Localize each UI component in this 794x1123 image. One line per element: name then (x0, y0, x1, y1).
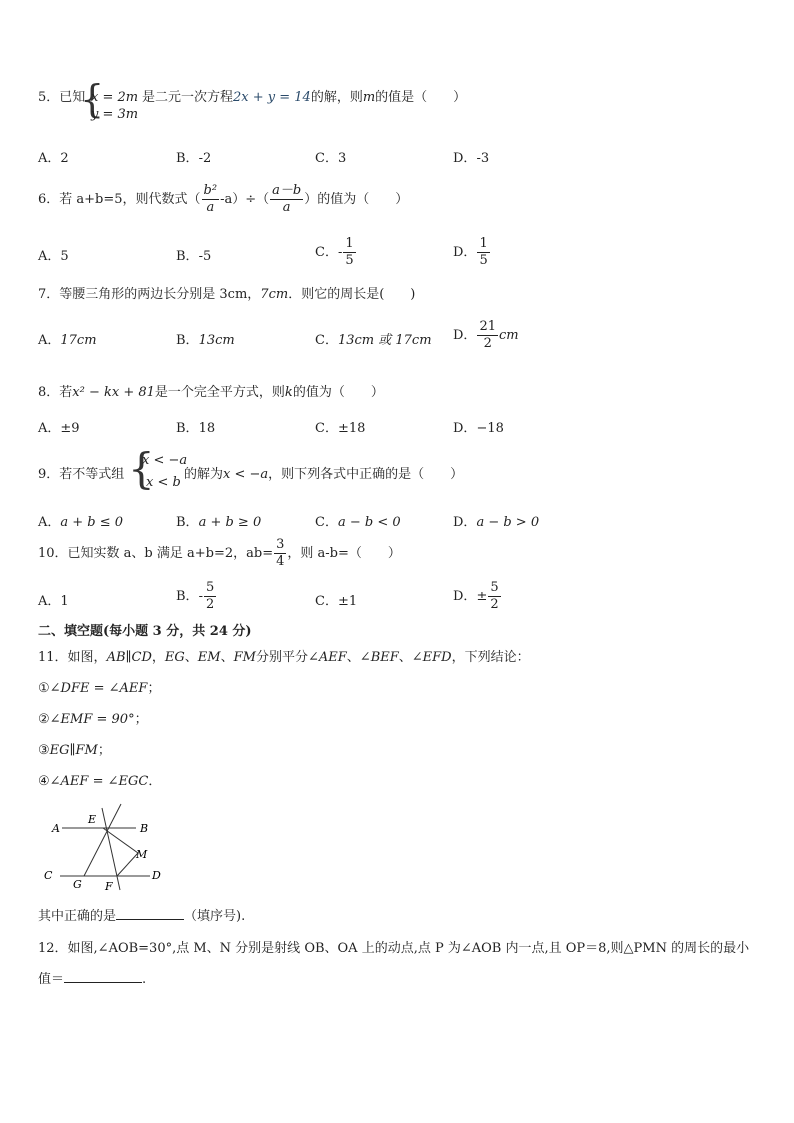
q8-option-a: A．±9 (38, 421, 80, 436)
line-em (103, 828, 138, 853)
q10-option-d: D．± $\frac{5}{2}$ (453, 580, 499, 612)
q10-option-a: A．1 (38, 594, 69, 609)
q6-option-a: A．5 (38, 249, 69, 264)
q7-option-d: D． $\frac{21}{2}$ cm (453, 319, 519, 351)
q11-conclusion-4: ④∠AEF = ∠EGC． (38, 774, 162, 789)
label-c: C (44, 869, 53, 882)
q12-stem: 12．如图,∠AOB=30°,点 M、N 分别是射线 OB、OA 上的动点,点 P 为∠AOB 内一点,且 OP＝8,则△PMN 的周长的最小 (38, 941, 750, 956)
q9-option-b: B．a + b ≥ 0 (176, 515, 262, 530)
q11-answer-blank[interactable] (116, 919, 184, 920)
q5-sys-line1: x = 2m (91, 90, 139, 105)
label-m: M (136, 848, 148, 861)
label-g: G (73, 878, 82, 891)
label-e: E (88, 813, 97, 826)
q7-option-c: C．13cm 或 17cm (315, 333, 432, 348)
q11-figure (38, 798, 168, 894)
q10-stem: 10．已知实数 a、b 满足 a+b=2，ab= $\frac{3}{4}$ ，则 a-b=（ ） (38, 537, 401, 569)
q5-sys-line2: y = 3m (91, 107, 139, 122)
q6-stem: 6．若 a+b=5，则代数式（ $\frac{\text{b²}}{a}$ -a）÷（ $\frac{a-b}{a}$ ）的值为（ ） (38, 183, 409, 215)
q6-option-b: B．-5 (176, 249, 212, 264)
label-d: D (152, 869, 161, 882)
q6-fraction-1: $\frac{\text{b²}}{a}$ (203, 183, 218, 215)
q10-option-b: B．- $\frac{5}{2}$ (176, 580, 215, 612)
q11-conclusion-1: ①∠DFE = ∠AEF； (38, 681, 161, 696)
q5-option-b: B．-2 (176, 151, 212, 166)
q9-option-d: D．a − b > 0 (453, 515, 540, 530)
line-ef (102, 808, 120, 890)
q9-option-c: C．a − b < 0 (315, 515, 401, 530)
q9-stem-2: 的解为x < −a，则下列各式中正确的是（ ） (184, 467, 464, 482)
q5-option-c: C．3 (315, 151, 347, 166)
q6-option-d: D． $\frac{1}{5}$ (453, 236, 488, 268)
label-b: B (140, 822, 149, 835)
q7-option-a: A．17cm (38, 333, 97, 348)
section-heading: 二、填空题(每小题 3 分，共 24 分) (38, 624, 252, 639)
q5-stem-2: 是二元一次方程2x + y = 14的解，则m的值是（ ） (142, 90, 467, 105)
q5-stem: 5．已知 (38, 90, 86, 105)
q9-sys-line2: x < b (146, 475, 181, 490)
q9-brace: { (128, 444, 155, 493)
q8-option-c: C．±18 (315, 421, 366, 436)
q8-option-b: B．18 (176, 421, 216, 436)
label-f: F (105, 880, 113, 893)
q5-brace: { (80, 77, 105, 121)
q5-option-a: A．2 (38, 151, 69, 166)
line-fm (117, 853, 138, 876)
q9-option-a: A．a + b ≤ 0 (38, 515, 124, 530)
q12-answer-blank[interactable] (64, 982, 142, 983)
q9-stem: 9．若不等式组 (38, 467, 125, 482)
q11-answer-line: 其中正确的是 （填序号). (38, 909, 246, 924)
q8-stem: 8．若x² − kx + 81是一个完全平方式，则k的值为（ ） (38, 385, 384, 400)
q6-option-c: C．- $\frac{1}{5}$ (315, 236, 354, 268)
q8-option-d: D．−18 (453, 421, 504, 436)
q11-conclusion-3: ③EG∥FM； (38, 743, 111, 758)
q5-option-d: D．-3 (453, 151, 490, 166)
q11-stem: 11．如图，AB∥CD，EG、EM、FM分别平分∠AEF、∠BEF、∠EFD，下列结论： (38, 650, 530, 665)
q9-sys-line1: x < −a (142, 453, 188, 468)
q6-fraction-2: $\frac{a-b}{a}$ (272, 183, 302, 215)
q7-option-b: B．13cm (176, 333, 235, 348)
q10-option-c: C．±1 (315, 594, 358, 609)
label-a: A (52, 822, 60, 835)
q7-stem: 7．等腰三角形的两边长分别是 3cm，7cm．则它的周长是( ) (38, 287, 416, 302)
q12-stem-2: 值＝ . (38, 972, 147, 987)
q11-conclusion-2: ②∠EMF = 90°； (38, 712, 148, 727)
